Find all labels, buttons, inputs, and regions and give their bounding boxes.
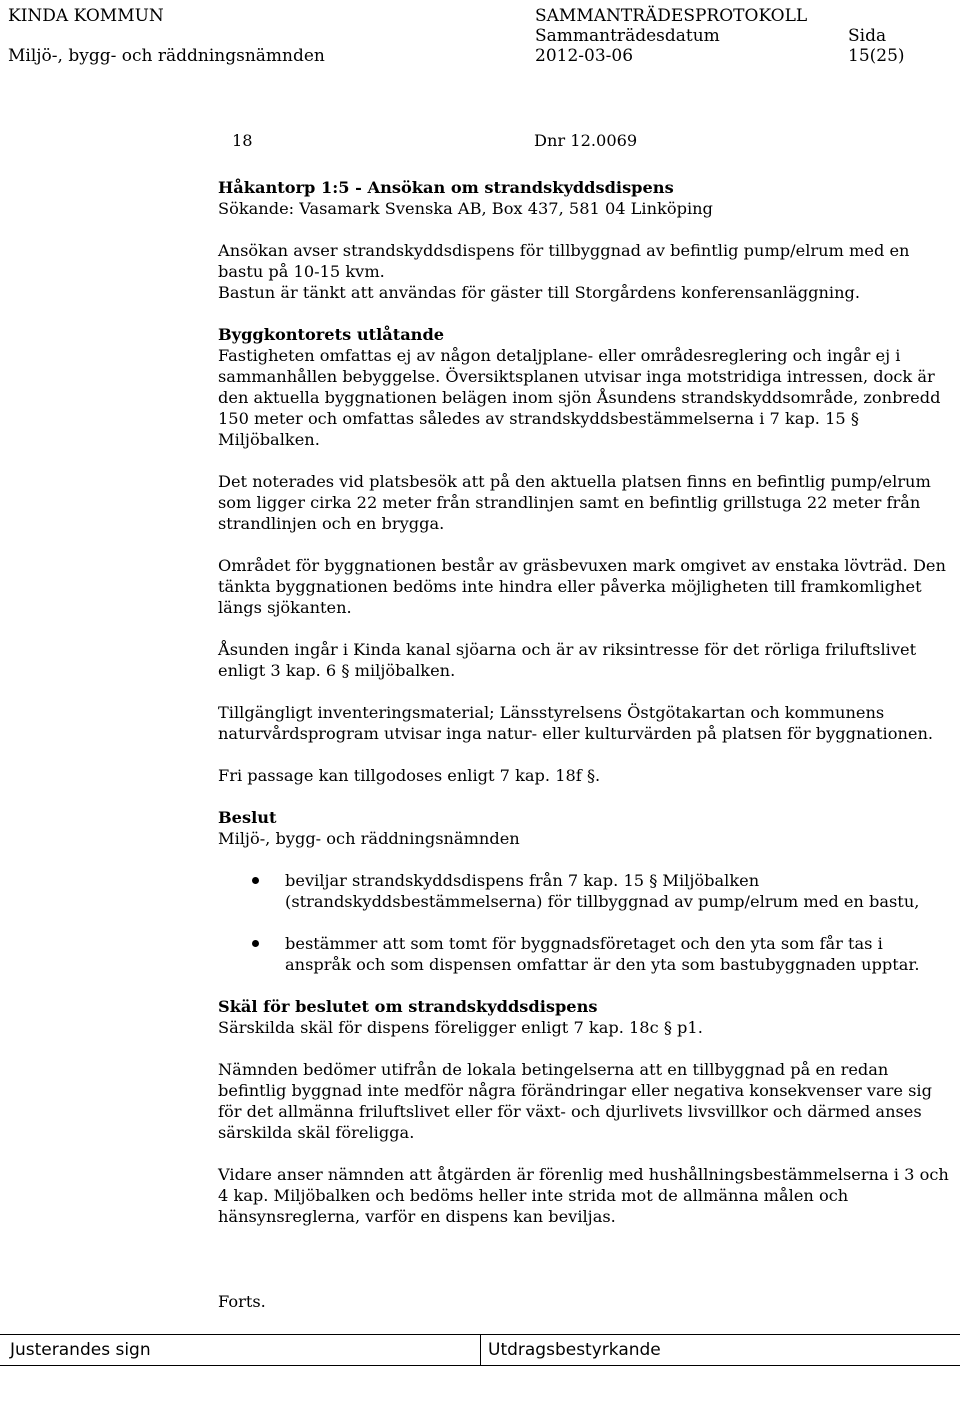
applicant: Sökande: Vasamark Svenska AB, Box 437, 581 04 Linköping <box>218 199 713 218</box>
protocol-section <box>218 128 953 1227</box>
decision-board: Miljö-, bygg- och räddningsnämnden <box>218 829 520 848</box>
paragraph-assessment: Fastigheten omfattas ej av någon detaljplane- eller områdesreglering och ingår ej i sammanhållen bebyggelse. Översiktsplanen utvisar inga motstridiga intressen, dock är den aktuella byggnationen belägen inom sjön Åsundens strandskyddsområde, zonbredd 150 meter och omfattas således av strandskyddsbestämmelserna i 7 kap. 15 § Miljöbalken. <box>218 346 941 449</box>
section-title: Håkantorp 1:5 - Ansökan om strandskyddsdispens <box>218 178 674 197</box>
paragraph-riksintresse: Åsunden ingår i Kinda kanal sjöarna och är av riksintresse för det rörliga friluftslivet enligt 3 kap. 6 § miljöbalken. <box>218 640 917 680</box>
section-number-row <box>218 128 953 156</box>
page-number: 15(25) <box>848 46 905 66</box>
paragraph-conformity: Vidare anser nämnden att åtgärden är förenlig med hushållningsbestämmelserna i 3 och 4 kap. Miljöbalken och bedöms heller inte strida mot de allmänna målen och hänsynsreglerna, varför en dispens kan beviljas. <box>218 1165 949 1226</box>
heading-byggkontor: Byggkontorets utlåtande <box>218 325 445 344</box>
paragraph-area: Området för byggnationen består av gräsbevuxen mark omgivet av enstaka lövträd. Den tänkta byggnationen bedöms inte hindra eller påverka möjligheten till framkomlighet längs sjökanten. <box>218 556 946 617</box>
paragraph-site-visit: Det noterades vid platsbesök att på den aktuella platsen finns en befintlig pump/elrum som ligger cirka 22 meter från strandlinjen samt en befintlig grillstuga 22 meter från strandlinjen och en brygga. <box>218 472 931 533</box>
decision-list <box>218 870 953 975</box>
diary-number: Dnr 12.0069 <box>534 131 638 150</box>
heading-skal: Skäl för beslutet om strandskyddsdispens <box>218 997 598 1016</box>
adjuster-signature-cell: Justerandes sign <box>0 1335 481 1365</box>
paragraph-application: Ansökan avser strandskyddsdispens för tillbyggnad av befintlig pump/elrum med en bastu på 10-15 kvm. <box>218 241 910 281</box>
list-item: bestämmer att som tomt för byggnadsföretaget och den yta som får tas i anspråk och som dispensen omfattar är den yta som bastubyggnaden upptar. <box>218 933 953 975</box>
signature-footer <box>0 1334 960 1366</box>
bullet-icon <box>252 877 259 884</box>
heading-beslut: Beslut <box>218 808 277 827</box>
page-label: Sida <box>848 26 887 46</box>
paragraph-passage: Fri passage kan tillgodoses enligt 7 kap. 18f §. <box>218 766 601 785</box>
continued-marker: Forts. <box>218 1292 266 1311</box>
bullet-icon <box>252 940 259 947</box>
board-name: Miljö-, bygg- och räddningsnämnden <box>8 46 325 66</box>
date-label: Sammanträdesdatum <box>535 26 720 46</box>
org-name: KINDA KOMMUN <box>8 6 164 26</box>
paragraph-special-reasons: Särskilda skäl för dispens föreligger enligt 7 kap. 18c § p1. <box>218 1018 703 1037</box>
paragraph-purpose: Bastun är tänkt att användas för gäster till Storgårdens konferensanläggning. <box>218 283 861 302</box>
document-type: SAMMANTRÄDESPROTOKOLL <box>535 6 808 26</box>
paragraph-inventory: Tillgängligt inventeringsmaterial; Länsstyrelsens Östgötakartan och kommunens naturvårdsprogram utvisar inga natur- eller kulturvärden på platsen för byggnationen. <box>218 703 934 743</box>
meeting-date: 2012-03-06 <box>535 46 634 66</box>
list-item: beviljar strandskyddsdispens från 7 kap. 15 § Miljöbalken (strandskyddsbestämmelserna) för tillbyggnad av pump/elrum med en bastu, <box>218 870 953 912</box>
paragraph-board-assessment: Nämnden bedömer utifrån de lokala betingelserna att en tillbyggnad på en redan befintlig byggnad inte medför några förändringar eller negativa konsekvenser vare sig för det allmänna friluftslivet eller för växt- och djurlivets livsvillkor och därmed anses särskilda skäl föreligga. <box>218 1060 932 1142</box>
extract-certification-cell: Utdragsbestyrkande <box>488 1340 661 1360</box>
section-number: 18 <box>232 131 253 150</box>
